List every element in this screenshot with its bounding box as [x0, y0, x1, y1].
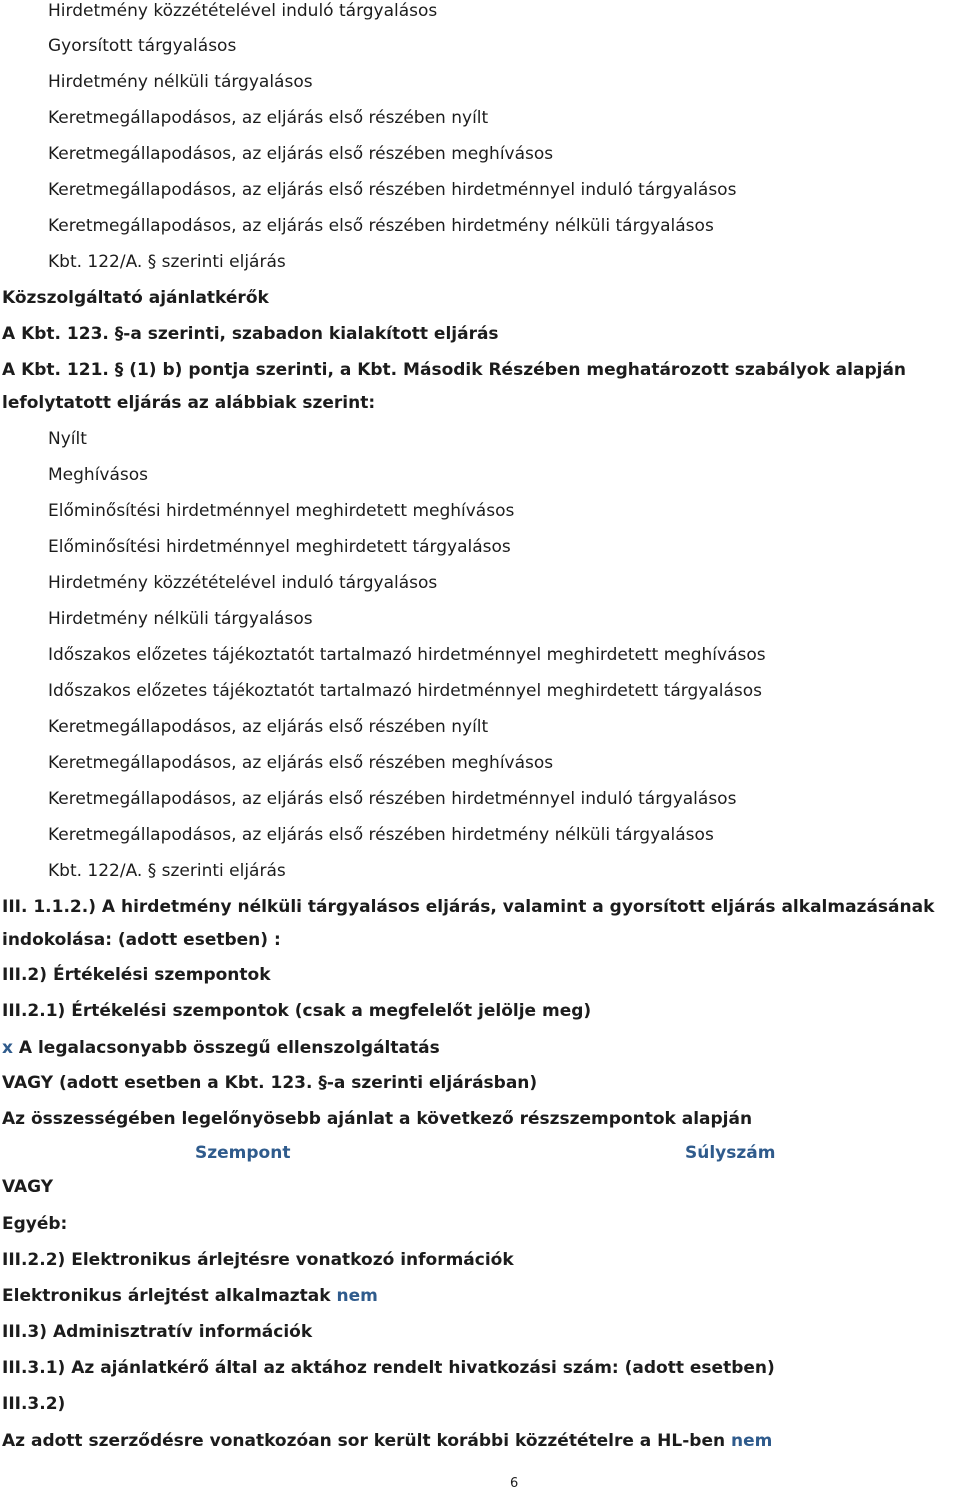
korabbi-label: Az adott szerződésre vonatkozóan sor került korábbi közzétételre a HL-ben: [2, 1431, 732, 1451]
list-item: Kbt. 122/A. § szerinti eljárás: [48, 252, 286, 272]
list-item: Keretmegállapodásos, az eljárás első részében meghívásos: [48, 753, 554, 773]
list-item: Előminősítési hirdetménnyel meghirdetett tárgyalásos: [48, 537, 511, 557]
list-item: Keretmegállapodásos, az eljárás első részében nyílt: [48, 108, 489, 128]
section-iii22-heading: III.2.2) Elektronikus árlejtésre vonatkozó információk: [2, 1250, 514, 1270]
korabbi-kozzetetel-row: [2, 1430, 772, 1452]
list-item: Keretmegállapodásos, az eljárás első részében nyílt: [48, 717, 489, 737]
list-item: Időszakos előzetes tájékoztatót tartalmazó hirdetménnyel meghirdetett tárgyalásos: [48, 681, 763, 701]
kbt121-option-line2: lefolytatott eljárás az alábbiak szerint:: [2, 393, 376, 413]
list-item: Kbt. 122/A. § szerinti eljárás: [48, 861, 286, 881]
list-item: Hirdetmény közzétételével induló tárgyalásos: [48, 1, 438, 21]
section-iii3-heading: III.3) Adminisztratív információk: [2, 1322, 313, 1342]
list-item: Keretmegállapodásos, az eljárás első részében hirdetmény nélküli tárgyalásos: [48, 216, 714, 236]
selected-mark: x: [2, 1038, 13, 1058]
korabbi-value: nem: [731, 1431, 773, 1451]
list-item: Meghívásos: [48, 465, 149, 485]
list-item: Keretmegállapodásos, az eljárás első részében hirdetmény nélküli tárgyalásos: [48, 825, 714, 845]
vagy-label: VAGY: [2, 1177, 54, 1197]
section-iii32: III.3.2): [2, 1394, 66, 1414]
kbt123-option: A Kbt. 123. §-a szerinti, szabadon kialakított eljárás: [2, 324, 499, 344]
lowest-price-label: A legalacsonyabb összegű ellenszolgáltatás: [12, 1038, 440, 1058]
list-item: Hirdetmény nélküli tárgyalásos: [48, 72, 313, 92]
list-item: Keretmegállapodásos, az eljárás első részében hirdetménnyel induló tárgyalásos: [48, 789, 737, 809]
list-item: Hirdetmény közzétételével induló tárgyalásos: [48, 573, 438, 593]
section-iii21-heading: III.2.1) Értékelési szempontok (csak a megfelelőt jelölje meg): [2, 1001, 592, 1021]
list-item: Keretmegállapodásos, az eljárás első részében hirdetménnyel induló tárgyalásos: [48, 180, 737, 200]
list-item: Gyorsított tárgyalásos: [48, 36, 237, 56]
egyeb-label: Egyéb:: [2, 1214, 68, 1234]
section-iii112-line1: III. 1.1.2.) A hirdetmény nélküli tárgyalásos eljárás, valamint a gyorsított eljárás alkalmazásának: [2, 897, 935, 917]
kbt121-option-line1: A Kbt. 121. § (1) b) pontja szerinti, a Kbt. Második Részében meghatározott szabályok alapján: [2, 360, 907, 380]
list-item: Időszakos előzetes tájékoztatót tartalmazó hirdetménnyel meghirdetett meghívásos: [48, 645, 766, 665]
best-value-option: Az összességében legelőnyösebb ajánlat a következő részszempontok alapján: [2, 1109, 753, 1129]
vagy-kbt123: VAGY (adott esetben a Kbt. 123. §-a szerinti eljárásban): [2, 1073, 538, 1093]
list-item: Előminősítési hirdetménnyel meghirdetett meghívásos: [48, 501, 515, 521]
column-header-sulyszam: Súlyszám: [685, 1143, 776, 1163]
arlejtes-row: [2, 1285, 378, 1307]
list-item: Keretmegállapodásos, az eljárás első részében meghívásos: [48, 144, 554, 164]
section-iii31: III.3.1) Az ajánlatkérő által az aktához rendelt hivatkozási szám: (adott esetben): [2, 1358, 775, 1378]
list-item: Nyílt: [48, 429, 87, 449]
section-heading-kozszolgaltato: Közszolgáltató ajánlatkérők: [2, 288, 269, 308]
list-item: Hirdetmény nélküli tárgyalásos: [48, 609, 313, 629]
lowest-price-option: [2, 1037, 440, 1059]
arlejtes-label: Elektronikus árlejtést alkalmaztak: [2, 1286, 337, 1306]
section-iii112-line2: indokolása: (adott esetben) :: [2, 930, 281, 950]
section-iii2-heading: III.2) Értékelési szempontok: [2, 965, 271, 985]
arlejtes-value: nem: [336, 1286, 378, 1306]
page-number: 6: [510, 1476, 519, 1491]
column-header-szempont: Szempont: [195, 1143, 291, 1163]
